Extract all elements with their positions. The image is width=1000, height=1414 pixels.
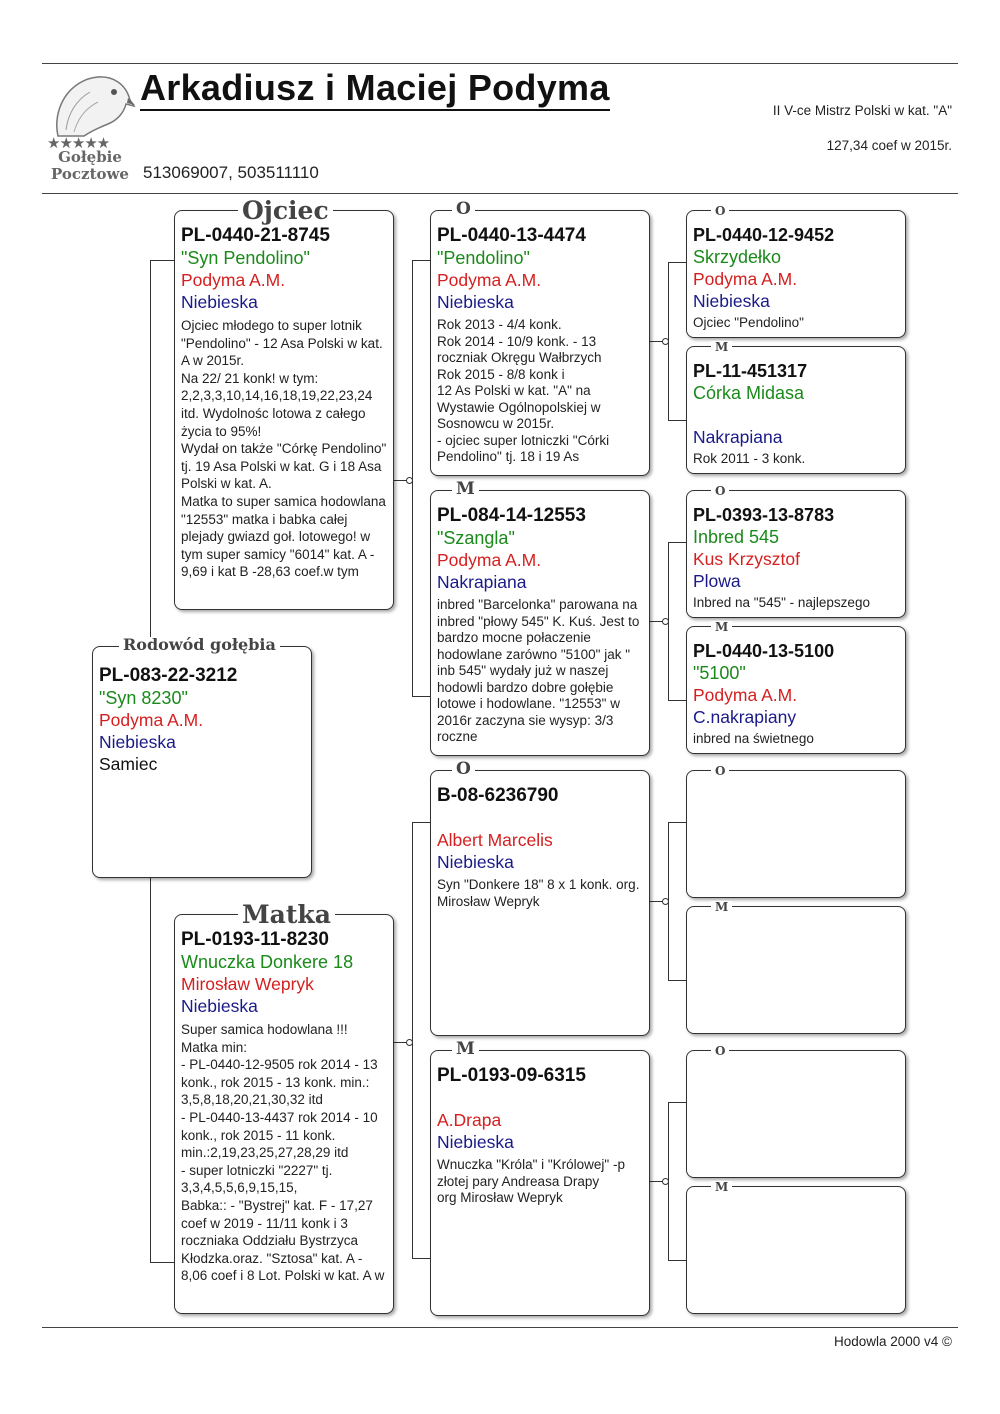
mm-color: Niebieska <box>437 1132 514 1152</box>
fff-description: Ojciec "Pendolino" <box>693 315 804 330</box>
fm-ring: PL-084-14-12553 <box>437 505 586 526</box>
header-top-rule <box>42 63 958 64</box>
fmm-label: M <box>711 621 732 633</box>
mother-description: Super samica hodowlana !!! Matka min: - PL-0440-12-9505 rok 2014 - 13 konk., rok 2015 - 13 konk. min.: 3,5,8,18,20,21,30,32 itd - PL-0440-13-4437 rok 2014 - 10 konk., rok 2015 - 11 konk. min.:2,19,23,25,27,28,29 itd - super lotniczki "2227" tj. 3,3,4,5,5,6,9,15,15, Babka:: - "Bystrej" kat. F - 17,27 coef w 2019 - 11/11 konk i 3 roczniaka Oddziału Bystrzyca Kłodzka.oraz. "Sztosa" kat. A - 8,06 coef i 8 Lot. Polski w kat. A w <box>181 1022 385 1284</box>
ffm-label: M <box>711 341 732 353</box>
fmf-name: Inbred 545 <box>693 527 780 547</box>
fmf-card <box>686 490 906 618</box>
mmm-label: M <box>711 1181 732 1193</box>
fmf-label: O <box>711 485 729 497</box>
subject-color: Niebieska <box>99 732 176 752</box>
fff-label: O <box>711 205 729 217</box>
fm-name: "Szangla" <box>437 528 515 548</box>
fmm-color: C.nakrapiany <box>693 707 797 727</box>
father-description: Ojciec młodego to super lotnik "Pendolino" - 12 Asa Polski w kat. A w 2015r. Na 22/ 21 konk! w tym: 2,2,3,3,10,14,16,18,19,22,23,24 itd. Wydolnośc lotowa z całego życia to 95%! Wydał on także "Córkę Pendolino" tj. 19 Asa Polski w kat. G i 18 Asa Polski w kat. A. Matka to super samica hodowlana "12553" matka i babka całej plejady gwiazd goł. lotowego! w tym super samicy "6014" kat. A - 9,69 i kat B -28,63 coef.w tym <box>181 318 387 580</box>
mother-color: Niebieska <box>181 996 258 1016</box>
mff-card-empty <box>686 770 906 898</box>
ffm-name: Córka Midasa <box>693 383 805 403</box>
mf-label: O <box>452 761 475 778</box>
grandfather-maternal-card <box>430 770 650 1036</box>
subject-owner: Podyma A.M. <box>99 710 204 730</box>
pigeon-head-icon <box>44 70 136 140</box>
mff-label: O <box>711 765 729 777</box>
ffm-card <box>686 346 906 474</box>
fm-owner: Podyma A.M. <box>437 550 542 570</box>
fm-label: M <box>452 481 479 498</box>
fmf-description: Inbred na "545" - najlepszego <box>693 595 870 610</box>
father-name: "Syn Pendolino" <box>181 248 310 268</box>
father-label: Ojciec <box>238 198 333 223</box>
mfm-card-empty <box>686 906 906 1034</box>
coef-text: 127,34 coef w 2015r. <box>826 138 952 153</box>
ff-owner: Podyma A.M. <box>437 270 542 290</box>
mother-label: Matka <box>238 902 335 927</box>
mm-ring: PL-0193-09-6315 <box>437 1065 586 1086</box>
mother-name: Wnuczka Donkere 18 <box>181 952 354 972</box>
fmm-name: "5100" <box>693 663 746 683</box>
mmm-card-empty <box>686 1186 906 1314</box>
grandmother-maternal-card <box>430 1050 650 1316</box>
father-color: Niebieska <box>181 292 258 312</box>
mm-label: M <box>452 1041 479 1058</box>
mf-ring: B-08-6236790 <box>437 785 559 806</box>
ffm-color: Nakrapiana <box>693 427 783 447</box>
ffm-description: Rok 2011 - 3 konk. <box>693 451 806 466</box>
ff-name: "Pendolino" <box>437 248 530 268</box>
fm-description: inbred "Barcelonka" parowana na inbred "płowy 545" K. Kuś. Jest to bardzo mocne połaczenie hodowlane zarówno "5100" jak " inb 545" wydały już w naszej hodowli bardzo dobre gołębie lotowe i hodowlane. "12553" w 2016r zaczyna sie wysyp: 3/3 roczne <box>437 597 640 744</box>
ffm-ring: PL-11-451317 <box>693 361 808 381</box>
fm-color: Nakrapiana <box>437 572 527 592</box>
header-bottom-rule <box>42 193 958 194</box>
subject-sex: Samiec <box>99 754 158 774</box>
mf-description: Syn "Donkere 18" 8 x 1 konk. org. Mirosław Wepryk <box>437 877 640 909</box>
achievement-text: II V-ce Mistrz Polski w kat. "A" <box>772 103 952 118</box>
mm-description: Wnuczka "Króla" i "Królowej" -p złotej pary Andreasa Drapy org Mirosław Wepryk <box>437 1157 625 1205</box>
mmf-label: O <box>711 1045 729 1057</box>
fmm-owner: Podyma A.M. <box>693 685 798 705</box>
fmf-owner: Kus Krzysztof <box>693 549 800 569</box>
logo-text-line2: Pocztowe <box>51 165 129 183</box>
ff-label: O <box>452 201 475 218</box>
father-ring: PL-0440-21-8745 <box>181 225 330 246</box>
fff-ring: PL-0440-12-9452 <box>693 225 835 245</box>
grandfather-paternal-card <box>430 210 650 476</box>
phone-numbers: 513069007, 503511110 <box>143 163 319 182</box>
subject-card <box>92 646 312 878</box>
father-owner: Podyma A.M. <box>181 270 286 290</box>
mother-ring: PL-0193-11-8230 <box>181 929 329 950</box>
fff-name: Skrzydełko <box>693 247 782 267</box>
footer-credit: Hodowla 2000 v4 © <box>833 1334 952 1349</box>
ff-description: Rok 2013 - 4/4 konk. Rok 2014 - 10/9 konk. - 13 roczniak Okręgu Wałbrzych Rok 2015 - 8/8 konk i 12 As Polski w kat. "A" na Wystawie Ogólnopolskiej w Sosnowcu w 2015r. - ojciec super lotniczki "Córki Pendolino" tj. 18 i 19 As <box>437 317 610 464</box>
mmf-card-empty <box>686 1050 906 1178</box>
mother-card <box>174 914 394 1314</box>
subject-label: Rodowód gołębia <box>119 637 280 653</box>
ff-ring: PL-0440-13-4474 <box>437 225 586 246</box>
footer-rule <box>42 1327 958 1328</box>
fff-card <box>686 210 906 338</box>
mf-color: Niebieska <box>437 852 514 872</box>
logo-stars: ★★★★★ <box>47 135 110 152</box>
fff-color: Niebieska <box>693 291 770 311</box>
page-title: Arkadiusz i Maciej Podyma <box>140 68 610 111</box>
father-card <box>174 210 394 610</box>
grandmother-paternal-card <box>430 490 650 756</box>
subject-ring: PL-083-22-3212 <box>99 665 238 686</box>
fmf-ring: PL-0393-13-8783 <box>693 505 835 525</box>
fmm-card <box>686 626 906 754</box>
mf-owner: Albert Marcelis <box>437 830 553 850</box>
fmm-description: inbred na świetnego <box>693 731 814 746</box>
fff-owner: Podyma A.M. <box>693 269 798 289</box>
subject-name: "Syn 8230" <box>99 688 188 708</box>
fmf-color: Plowa <box>693 571 741 591</box>
mfm-label: M <box>711 901 732 913</box>
mother-owner: Mirosław Wepryk <box>181 974 314 994</box>
fmm-ring: PL-0440-13-5100 <box>693 641 835 661</box>
logo-text-line1: Gołębie <box>58 148 122 166</box>
logo <box>44 70 136 186</box>
ff-color: Niebieska <box>437 292 514 312</box>
mm-owner: A.Drapa <box>437 1110 502 1130</box>
